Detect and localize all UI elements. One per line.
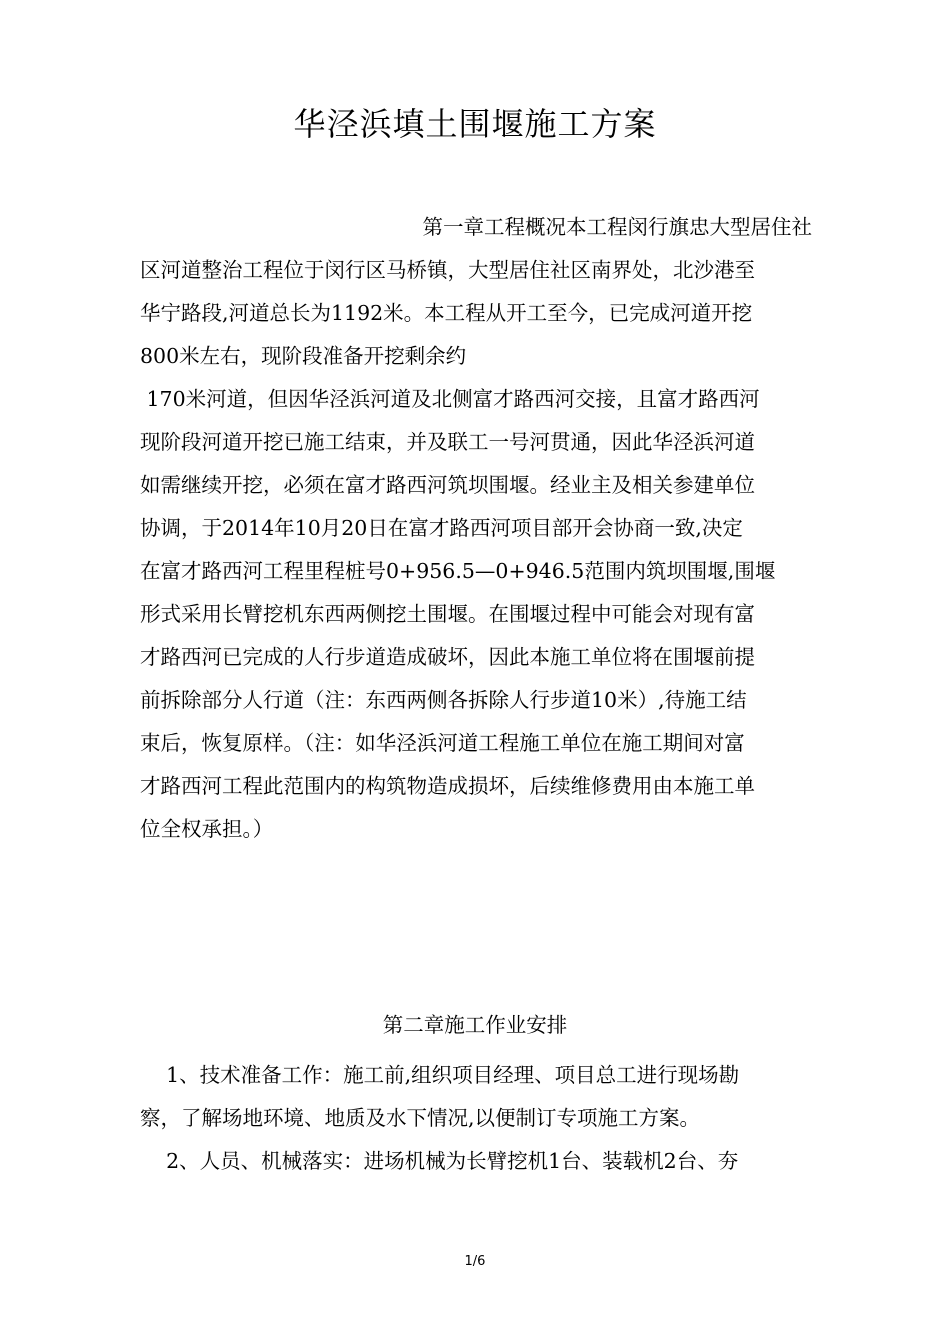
paragraph-line: 束后，恢复原样。（注：如华泾浜河道工程施工单位在施工期间对富 xyxy=(140,731,745,755)
paragraph-line: 才路西河工程此范围内的构筑物造成损坏，后续维修费用由本施工单 xyxy=(140,774,755,798)
paragraph-line: 区河道整治工程位于闵行区马桥镇，大型居住社区南界处，北沙港至 xyxy=(140,258,755,282)
paragraph-line: 800米左右，现阶段准备开挖剩余约 xyxy=(140,344,467,368)
paragraph-line: 华宁路段,河道总长为1192米。本工程从开工至今，已完成河道开挖 xyxy=(140,301,753,325)
paragraph-line: 170米河道，但因华泾浜河道及北侧富才路西河交接，且富才路西河 xyxy=(140,387,760,411)
paragraph-line: 位全权承担。） xyxy=(140,817,274,841)
paragraph-line: 前拆除部分人行道（注：东西两侧各拆除人行步道10米）,待施工结 xyxy=(140,688,747,712)
paragraph-line: 才路西河已完成的人行步道造成破坏，因此本施工单位将在围堰前提 xyxy=(140,645,755,669)
paragraph-line: 形式采用长臂挖机东西两侧挖土围堰。在围堰过程中可能会对现有富 xyxy=(140,602,755,626)
paragraph-line: 协调，于2014年10月20日在富才路西河项目部开会协商一致,决定 xyxy=(140,516,743,540)
document-title: 华泾浜填土围堰施工方案 xyxy=(293,105,657,143)
paragraph-line: 察，了解场地环境、地质及水下情况,以便制订专项施工方案。 xyxy=(140,1106,701,1130)
paragraph-line: 1、技术准备工作：施工前,组织项目经理、项目总工进行现场勘 xyxy=(140,1063,740,1087)
paragraph-line: 现阶段河道开挖已施工结束，并及联工一号河贯通，因此华泾浜河道 xyxy=(140,430,755,454)
chapter1-body xyxy=(140,206,812,851)
chapter2-body xyxy=(140,1054,812,1183)
chapter2-heading: 第二章施工作业安排 xyxy=(382,1013,568,1037)
paragraph-line: 在富才路西河工程里程桩号0+956.5—0+946.5范围内筑坝围堰,围堰 xyxy=(140,559,776,583)
paragraph-line: 如需继续开挖，必须在富才路西河筑坝围堰。经业主及相关参建单位 xyxy=(140,473,755,497)
paragraph-line: 第一章工程概况本工程闵行旗忠大型居住社 xyxy=(422,215,812,239)
page-number: 1/6 xyxy=(464,1254,486,1269)
paragraph-line: 2、人员、机械落实：进场机械为长臂挖机1台、装载机2台、夯 xyxy=(140,1149,739,1173)
